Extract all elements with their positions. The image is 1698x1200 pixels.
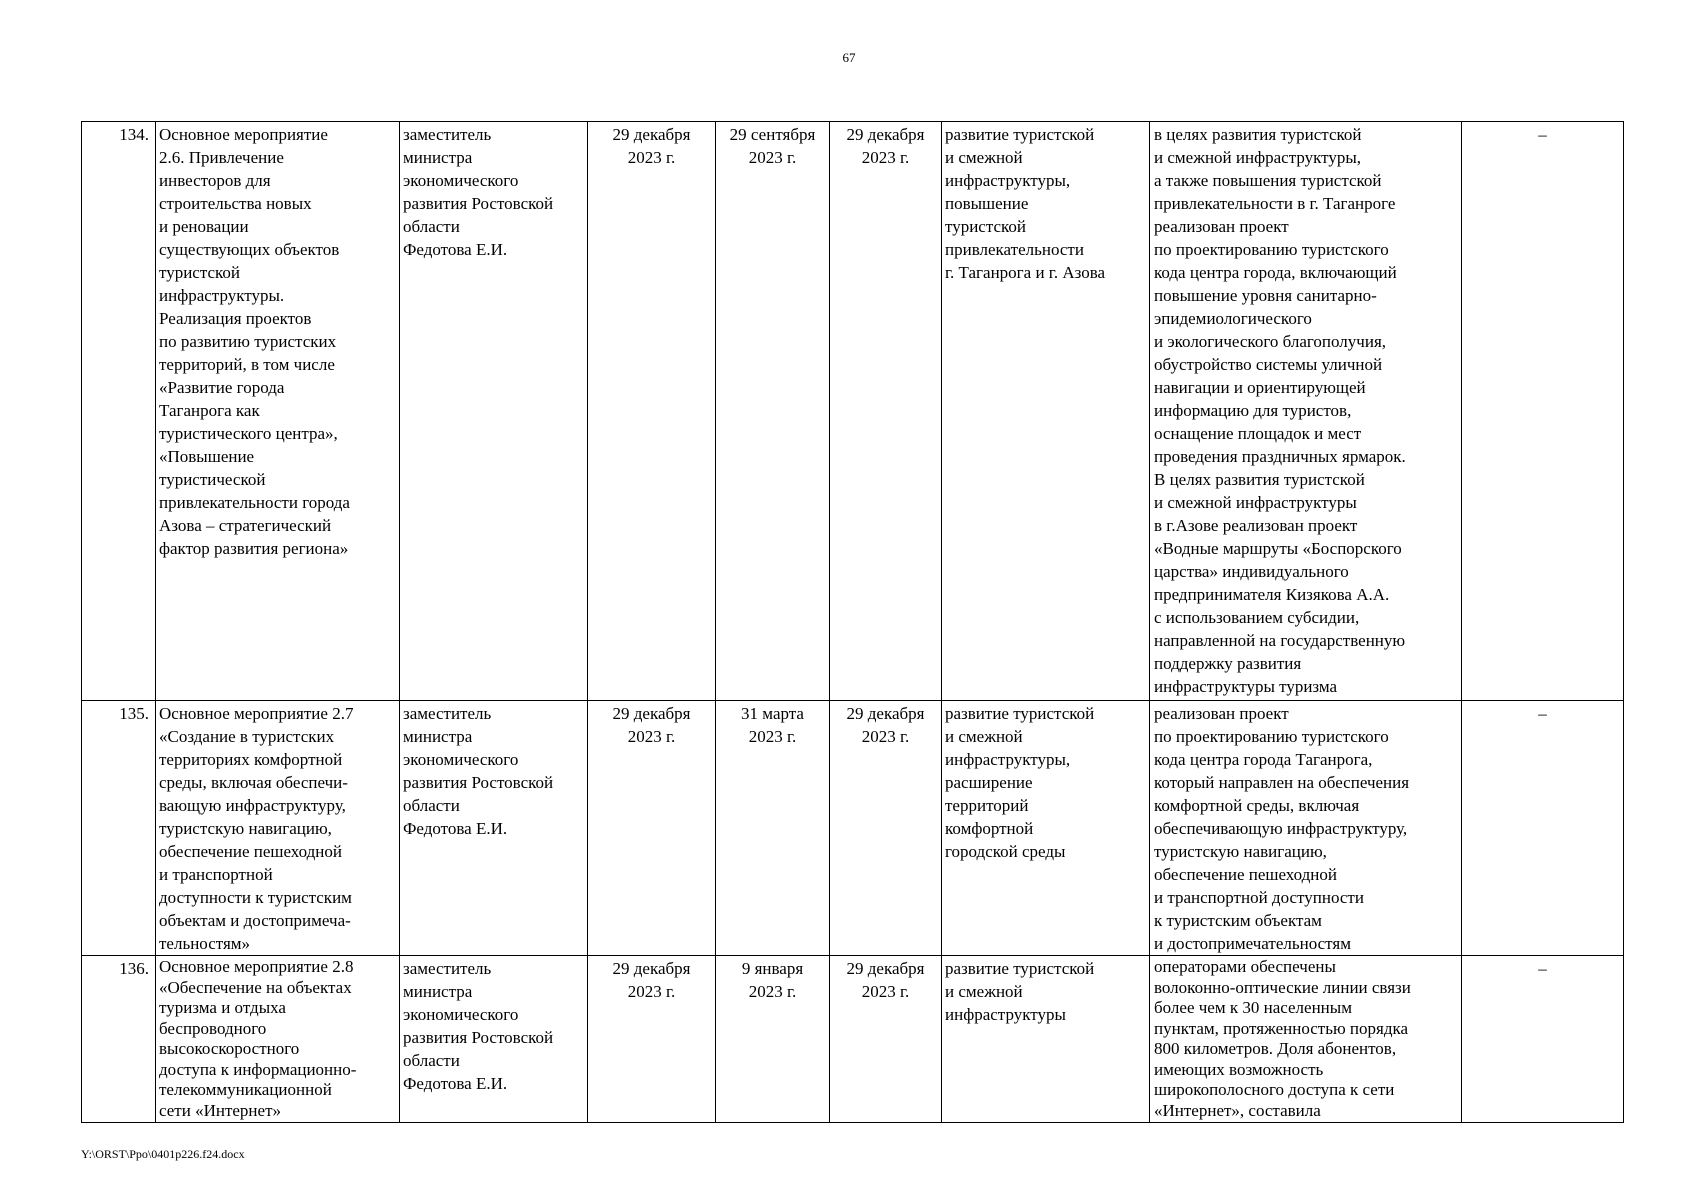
responsible-cell: заместитель министра экономического развития Ростовской области Федотова Е.И.	[400, 122, 588, 701]
note-cell: –	[1462, 701, 1624, 956]
table-row	[82, 956, 1624, 1123]
planned-date-cell: 29 декабря 2023 г.	[588, 956, 716, 1123]
expected-result-cell: развитие туристской и смежной инфраструктуры, повышение туристской привлекательности г. Таганрога и г. Азова	[942, 122, 1150, 701]
actual-result-cell: реализован проект по проектированию туристского кода центра города Таганрога, который направлен на обеспечения комфортной среды, включая обеспечивающую инфраструктуру, туристскую навигацию, обеспечение пешеходной и транспортной доступности к туристским объектам и достопримечательностям	[1150, 701, 1462, 956]
note-cell: –	[1462, 956, 1624, 1123]
footer-file-path: Y:\ORST\Ppo\0401p226.f24.docx	[81, 1147, 245, 1161]
actual-start-date-cell: 29 сентября 2023 г.	[716, 122, 830, 701]
expected-result-cell: развитие туристской и смежной инфраструктуры, расширение территорий комфортной городской среды	[942, 701, 1150, 956]
event-cell: Основное мероприятие 2.6. Привлечение инвесторов для строительства новых и реновации существующих объектов туристской инфраструктуры. Реализация проектов по развитию туристских территорий, в том числе «Развитие города Таганрога как туристического центра», «Повышение туристической привлекательности города Азова – стратегический фактор развития региона»	[156, 122, 400, 701]
table-row	[82, 701, 1624, 956]
responsible-cell: заместитель министра экономического развития Ростовской области Федотова Е.И.	[400, 956, 588, 1123]
row-number: 135.	[82, 701, 156, 956]
row-number: 134.	[82, 122, 156, 701]
actual-result-cell: в целях развития туристской и смежной инфраструктуры, а также повышения туристской привлекательности в г. Таганроге реализован проект по проектированию туристского кода центра города, включающий повышение уровня санитарно- эпидемиологического и экологического благополучия, обустройство системы уличной навигации и ориентирующей информацию для туристов, оснащение площадок и мест проведения праздничных ярмарок. В целях развития туристской и смежной инфраструктуры в г.Азове реализован проект «Водные маршруты «Боспорского царства» индивидуального предпринимателя Кизякова А.А. с использованием субсидии, направленной на государственную поддержку развития инфраструктуры туризма	[1150, 122, 1462, 701]
responsible-cell: заместитель министра экономического развития Ростовской области Федотова Е.И.	[400, 701, 588, 956]
events-table	[81, 121, 1624, 1123]
actual-start-date-cell: 9 января 2023 г.	[716, 956, 830, 1123]
actual-end-date-cell: 29 декабря 2023 г.	[830, 701, 942, 956]
event-cell: Основное мероприятие 2.8 «Обеспечение на объектах туризма и отдыха беспроводного высокоскоростного доступа к информационно- телекоммуникационной сети «Интернет»	[156, 956, 400, 1123]
planned-date-cell: 29 декабря 2023 г.	[588, 701, 716, 956]
actual-end-date-cell: 29 декабря 2023 г.	[830, 956, 942, 1123]
row-number: 136.	[82, 956, 156, 1123]
event-cell: Основное мероприятие 2.7 «Создание в туристских территориях комфортной среды, включая обеспечи- вающую инфраструктуру, туристскую навигацию, обеспечение пешеходной и транспортной доступности к туристским объектам и достопримеча- тельностям»	[156, 701, 400, 956]
planned-date-cell: 29 декабря 2023 г.	[588, 122, 716, 701]
actual-end-date-cell: 29 декабря 2023 г.	[830, 122, 942, 701]
note-cell: –	[1462, 122, 1624, 701]
expected-result-cell: развитие туристской и смежной инфраструктуры	[942, 956, 1150, 1123]
actual-start-date-cell: 31 марта 2023 г.	[716, 701, 830, 956]
page-number: 67	[842, 50, 856, 65]
actual-result-cell: операторами обеспечены волоконно-оптические линии связи более чем к 30 населенным пунктам, протяженностью порядка 800 километров. Доля абонентов, имеющих возможность широкополосного доступа к сети «Интернет», составила	[1150, 956, 1462, 1123]
table-row	[82, 122, 1624, 701]
